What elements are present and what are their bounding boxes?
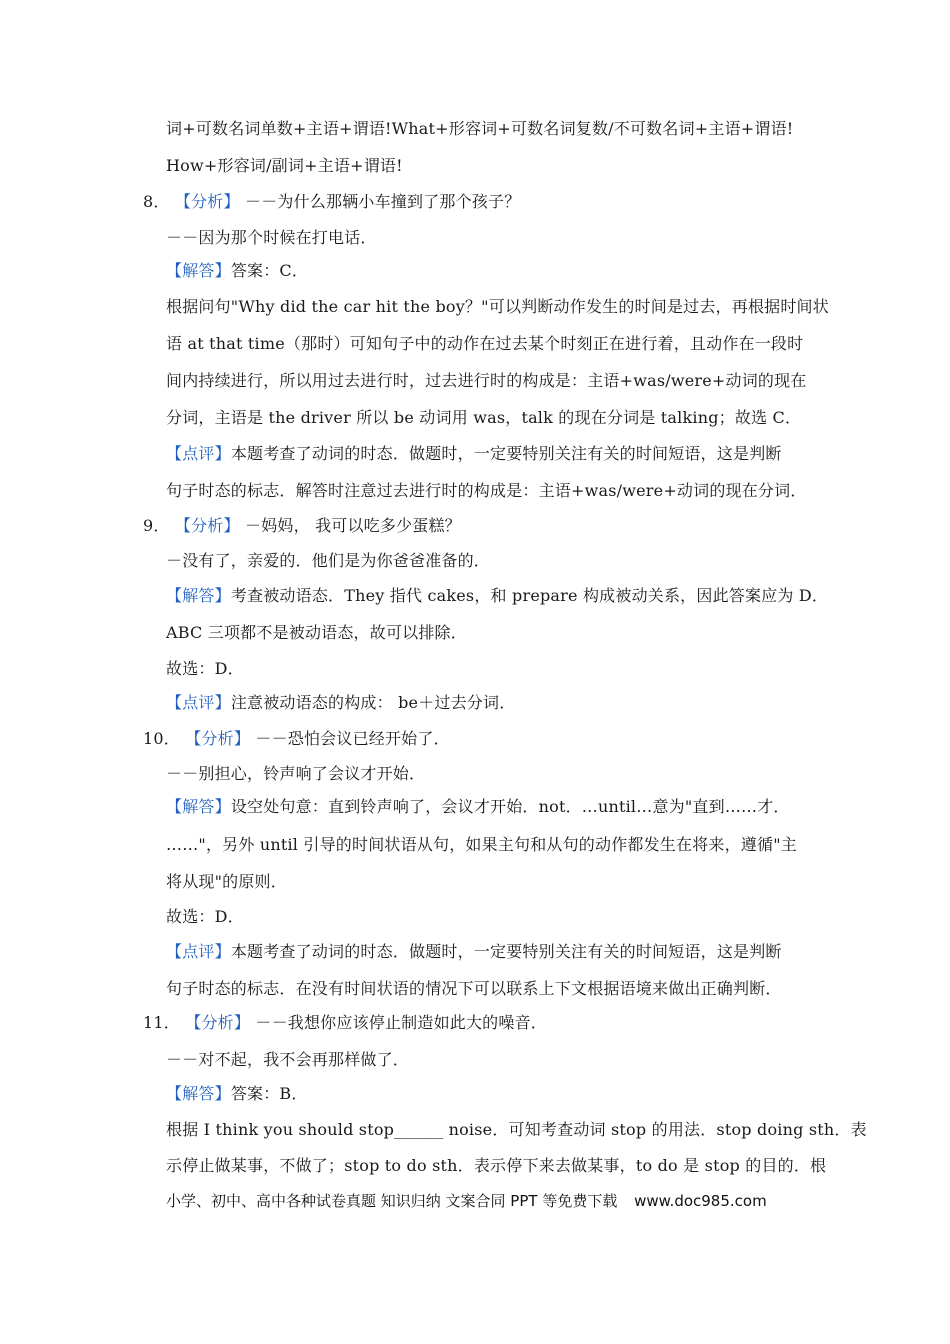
- comment-tag: 【点评】: [166, 942, 231, 961]
- text-line: 间内持续进行，所以用过去进行时，过去进行时的构成是：主语+was/were+动词的现在: [166, 371, 807, 390]
- text-line: ……"，另外 until 引导的时间状语从句，如果主句和从句的动作都发生在将来，遵循"主: [166, 835, 797, 854]
- text-line: －－对不起，我不会再那样做了．: [166, 1050, 410, 1069]
- q10-answer-line: [166, 797, 790, 817]
- answer-text: 设空处句意：直到铃声响了，会议才开始．not．…until…意为"直到……才．: [230, 797, 790, 816]
- footer-link[interactable]: www.doc985.com: [634, 1192, 767, 1210]
- q11-answer-line: [166, 1084, 308, 1104]
- answer-tag: 【解答】: [166, 261, 231, 280]
- comment-text: 注意被动语态的构成： be＋过去分词．: [230, 693, 516, 712]
- text-line: －－因为那个时候在打电话．: [166, 228, 377, 247]
- answer-tag: 【解答】: [166, 1084, 231, 1103]
- analysis-tag: 【分析】: [174, 192, 240, 211]
- analysis-tag: 【分析】: [185, 729, 251, 748]
- text-line: 词+可数名词单数+主语+谓语!What+形容词+可数名词复数/不可数名词+主语+谓语!: [166, 119, 794, 138]
- analysis-text: －妈妈， 我可以吃多少蛋糕？: [245, 516, 461, 535]
- text-line: －－别担心，铃声响了会议才开始．: [166, 764, 426, 783]
- q10-comment-line: [166, 942, 782, 962]
- q11-analysis-line: [143, 1013, 547, 1033]
- comment-text: 本题考查了动词的时态．做题时，一定要特别关注有关的时间短语，这是判断: [230, 942, 782, 961]
- answer-tag: 【解答】: [166, 586, 231, 605]
- analysis-text: －－恐怕会议已经开始了．: [255, 729, 450, 748]
- footer-text: 小学、初中、高中各种试卷真题 知识归纳 文案合同 PPT 等免费下载: [166, 1192, 618, 1210]
- analysis-tag: 【分析】: [174, 516, 240, 535]
- q8-analysis-line: [143, 192, 520, 212]
- comment-tag: 【点评】: [166, 693, 231, 712]
- text-line: How+形容词/副词+主语+谓语!: [166, 156, 403, 175]
- q8-comment-line: [166, 444, 782, 464]
- analysis-tag: 【分析】: [185, 1013, 251, 1032]
- text-line: 语 at that time（那时）可知句子中的动作在过去某个时刻正在进行着，且动作在一段时: [166, 334, 804, 353]
- q8-answer-line: [166, 261, 308, 281]
- text-line: －没有了，亲爱的．他们是为你爸爸准备的．: [166, 551, 491, 570]
- analysis-text: －－为什么那辆小车撞到了那个孩子？: [245, 192, 521, 211]
- text-line: 根据问句"Why did the car hit the boy？"可以判断动作发生的时间是过去，再根据时间状: [166, 297, 829, 316]
- choice-line: 故选：D．: [166, 659, 244, 678]
- text-line: 将从现"的原则．: [166, 872, 287, 891]
- answer-text: 答案：B．: [230, 1084, 308, 1103]
- answer-text: 答案：C．: [230, 261, 309, 280]
- text-line: 根据 I think you should stop______ noise．可知考查动词 stop 的用法．stop doing sth．表: [166, 1120, 867, 1139]
- analysis-text: －－我想你应该停止制造如此大的噪音．: [255, 1013, 547, 1032]
- text-line: 句子时态的标志．解答时注意过去进行时的构成是：主语+was/were+动词的现在分词．: [166, 481, 807, 500]
- text-line: ABC 三项都不是被动语态，故可以排除．: [166, 623, 467, 642]
- question-number: 10．: [143, 729, 180, 748]
- question-number: 11．: [143, 1013, 180, 1032]
- q10-analysis-line: [143, 729, 450, 749]
- q9-analysis-line: [143, 516, 461, 536]
- choice-line: 故选：D．: [166, 907, 244, 926]
- text-line: 句子时态的标志．在没有时间状语的情况下可以联系上下文根据语境来做出正确判断．: [166, 979, 782, 998]
- comment-text: 本题考查了动词的时态．做题时，一定要特别关注有关的时间短语，这是判断: [230, 444, 782, 463]
- q9-comment-line: [166, 693, 515, 713]
- text-line: 分词，主语是 the driver 所以 be 动词用 was，talk 的现在分词是 talking；故选 C．: [166, 408, 802, 427]
- question-number: 8．: [143, 192, 170, 211]
- comment-tag: 【点评】: [166, 444, 231, 463]
- text-line: 示停止做某事，不做了；stop to do sth．表示停下来去做某事，to do 是 stop 的目的．根: [166, 1156, 827, 1175]
- answer-text: 考查被动语态．They 指代 cakes，和 prepare 构成被动关系，因此答案应为 D．: [230, 586, 829, 605]
- answer-tag: 【解答】: [166, 797, 231, 816]
- page-footer: [166, 1191, 767, 1211]
- question-number: 9．: [143, 516, 170, 535]
- q9-answer-line: [166, 586, 828, 606]
